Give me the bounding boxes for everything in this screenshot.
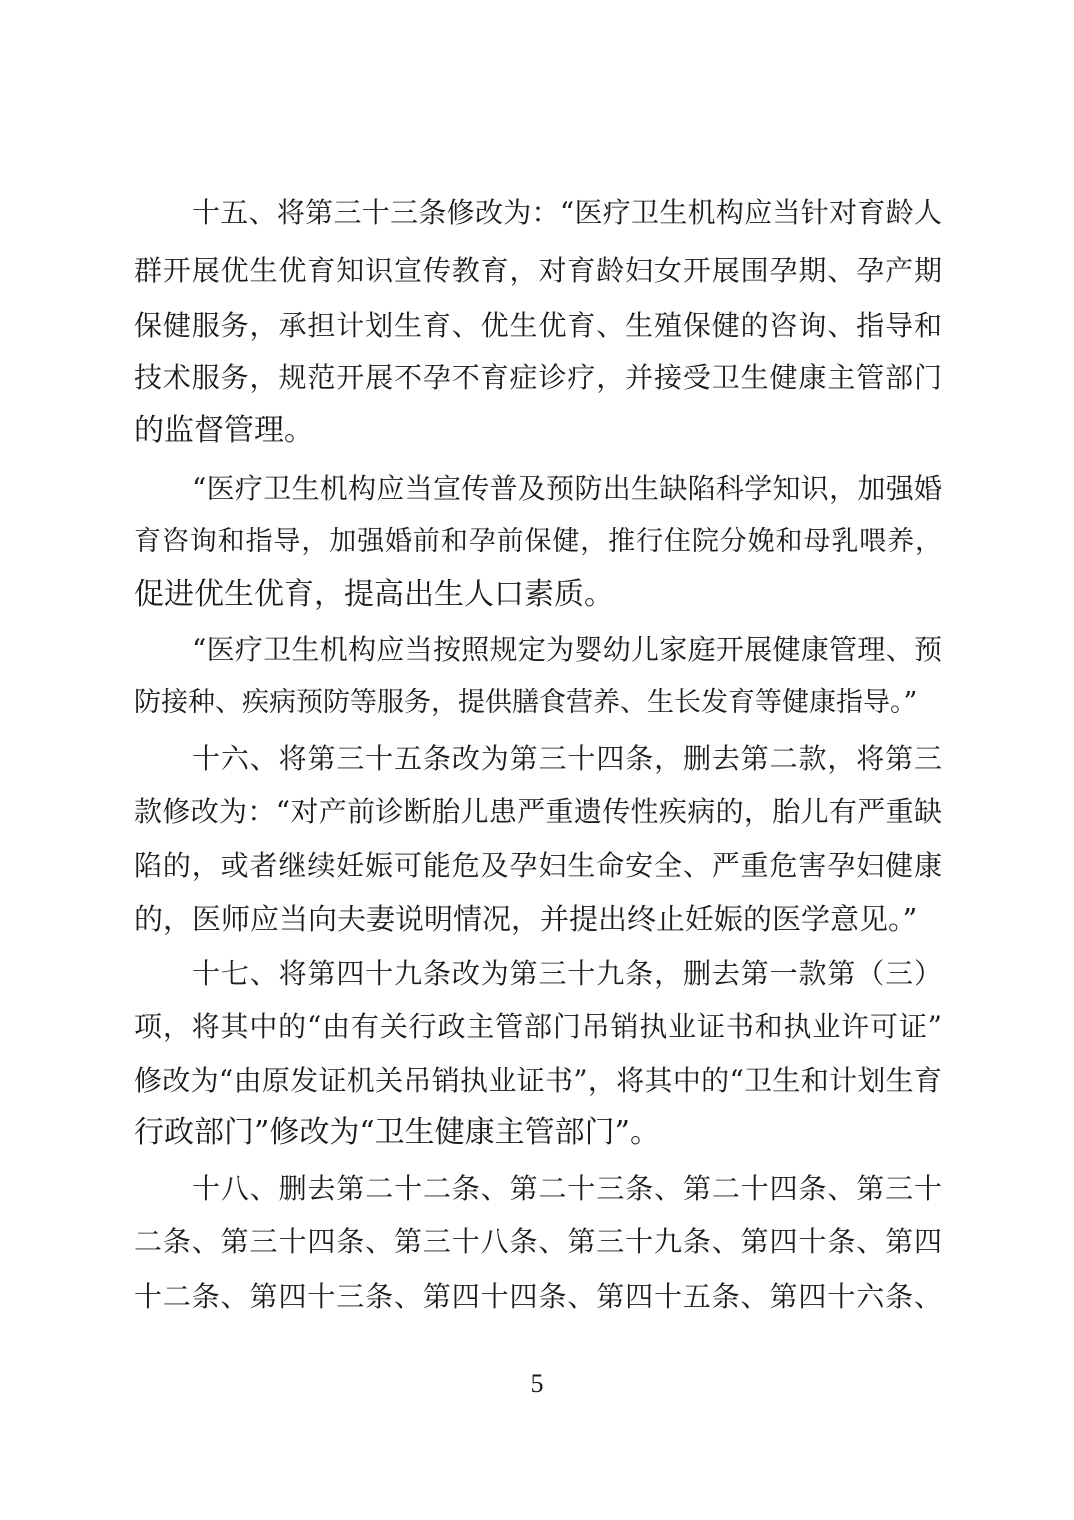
paragraph-4-line-1: 十六、将第三十五条改为第三十四条，删去第二款，将第三 bbox=[192, 742, 942, 775]
paragraph-6-line-2: 二条、第三十四条、第三十八条、第三十九条、第四十条、第四 bbox=[134, 1225, 942, 1258]
paragraph-1-line-4: 技术服务，规范开展不孕不育症诊疗，并接受卫生健康主管部门 bbox=[134, 361, 942, 394]
paragraph-3-line-2: 防接种、疾病预防等服务，提供膳食营养、生长发育等健康指导。” bbox=[134, 687, 918, 718]
paragraph-2-line-1: “医疗卫生机构应当宣传普及预防出生缺陷科学知识，加强婚 bbox=[192, 472, 942, 505]
paragraph-2-line-2: 育咨询和指导，加强婚前和孕前保健，推行住院分娩和母乳喂养， bbox=[134, 526, 942, 557]
paragraph-5-line-4: 行政部门”修改为“卫生健康主管部门”。 bbox=[134, 1115, 661, 1150]
paragraph-6-line-3: 十二条、第四十三条、第四十四条、第四十五条、第四十六条、 bbox=[134, 1280, 942, 1313]
paragraph-3-line-1: “医疗卫生机构应当按照规定为婴幼儿家庭开展健康管理、预 bbox=[192, 633, 942, 666]
paragraph-4-line-2: 款修改为：“对产前诊断胎儿患严重遗传性疾病的，胎儿有严重缺 bbox=[134, 795, 942, 828]
paragraph-2-line-3: 促进优生优育，提高出生人口素质。 bbox=[134, 577, 614, 612]
paragraph-5-line-3: 修改为“由原发证机关吊销执业证书”，将其中的“卫生和计划生育 bbox=[134, 1064, 942, 1097]
page-number: 5 bbox=[530, 1369, 544, 1398]
paragraph-4-line-3: 陷的，或者继续妊娠可能危及孕妇生命安全、严重危害孕妇健康 bbox=[134, 849, 942, 882]
paragraph-1-line-2: 群开展优生优育知识宣传教育，对育龄妇女开展围孕期、孕产期 bbox=[134, 254, 942, 287]
paragraph-4-line-4: 的，医师应当向夫妻说明情况，并提出终止妊娠的医学意见。” bbox=[134, 902, 918, 936]
paragraph-1-line-1: 十五、将第三十三条修改为：“医疗卫生机构应当针对育龄人 bbox=[192, 196, 942, 229]
paragraph-5-line-1: 十七、将第四十九条改为第三十九条，删去第一款第（三） bbox=[192, 957, 942, 990]
paragraph-6-line-1: 十八、删去第二十二条、第二十三条、第二十四条、第三十 bbox=[192, 1172, 942, 1205]
paragraph-1-line-5: 的监督管理。 bbox=[134, 413, 314, 448]
paragraph-1-line-3: 保健服务，承担计划生育、优生优育、生殖保健的咨询、指导和 bbox=[134, 309, 942, 342]
paragraph-5-line-2: 项，将其中的“由有关行政主管部门吊销执业证书和执业许可证” bbox=[134, 1010, 942, 1043]
